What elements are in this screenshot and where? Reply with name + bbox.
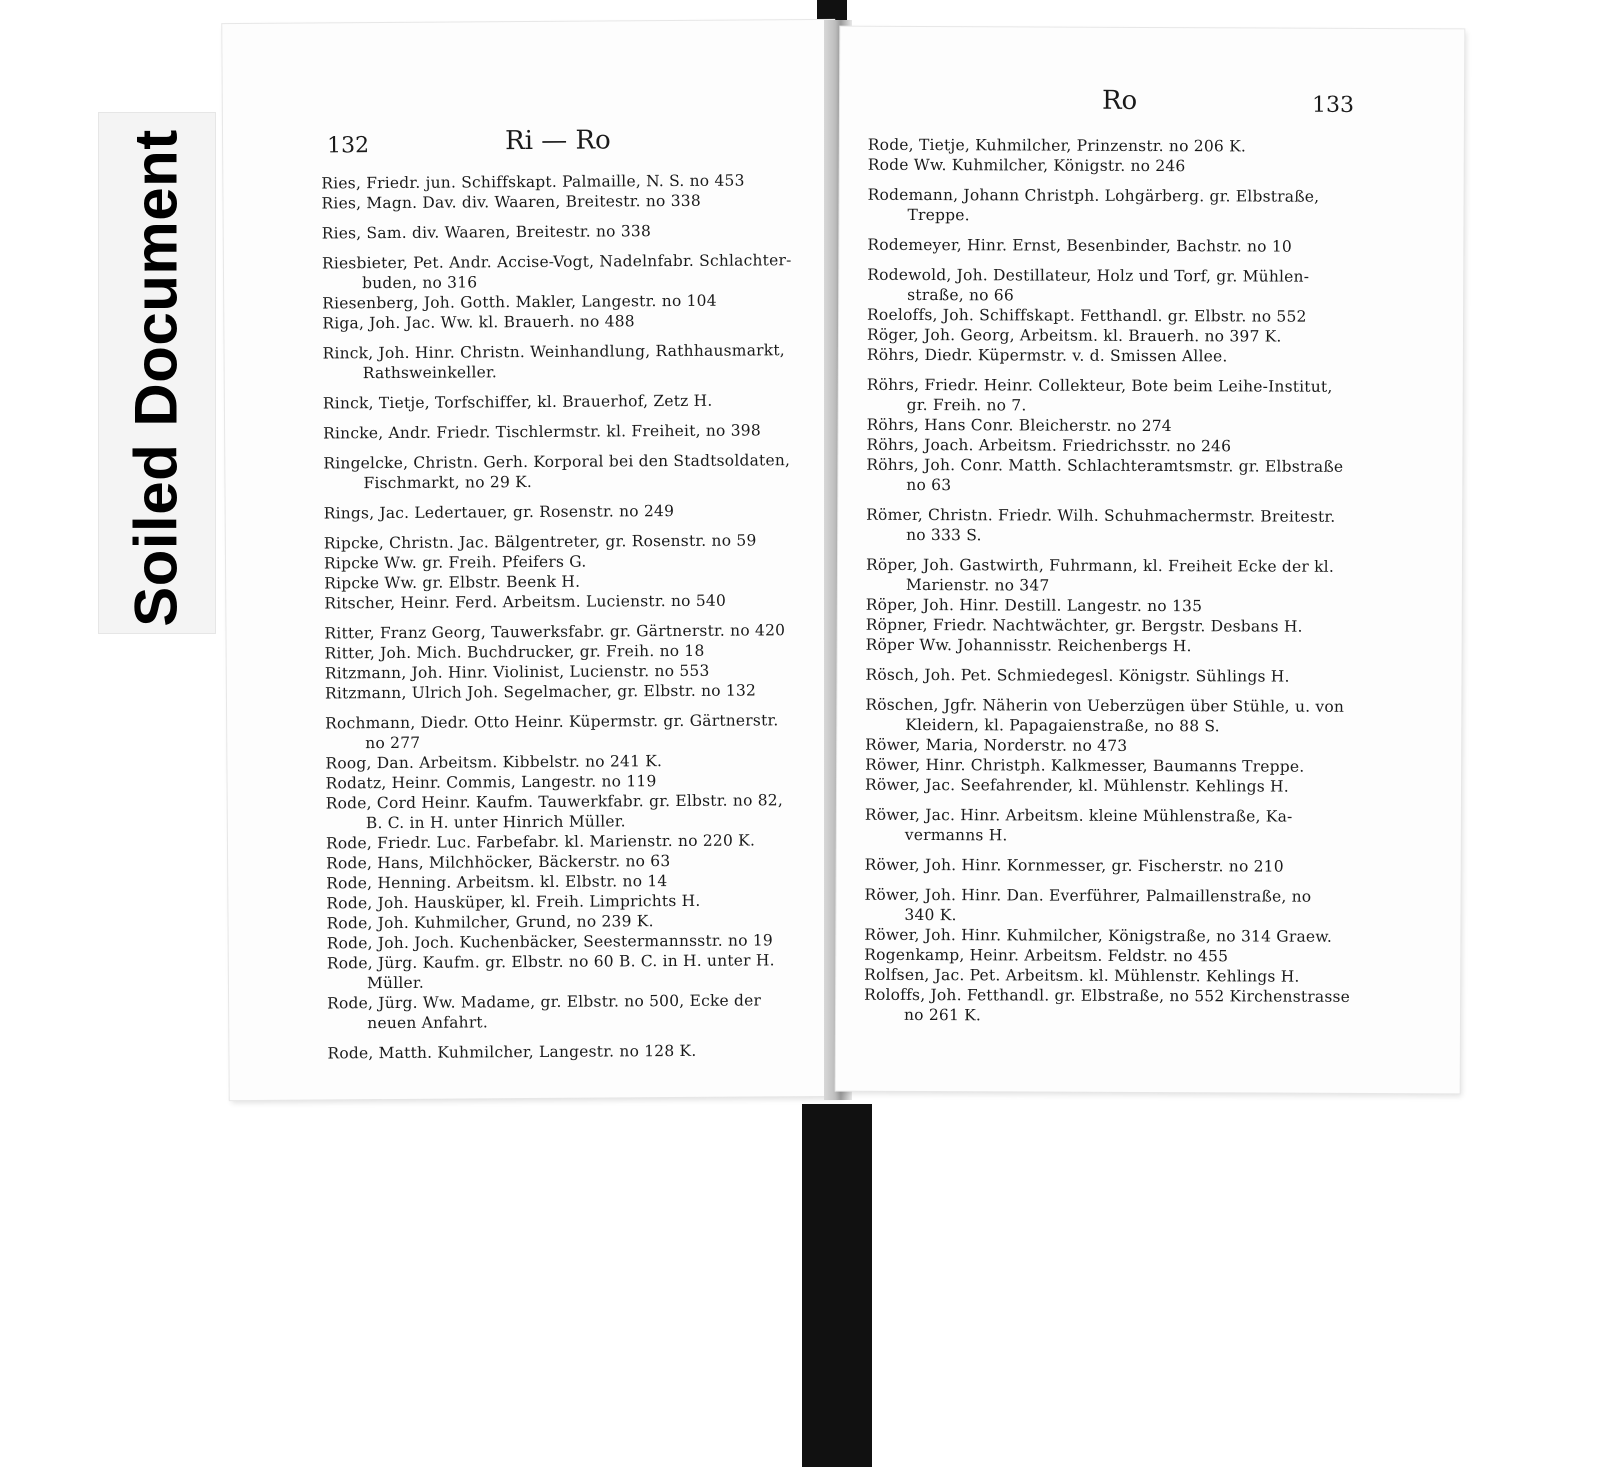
ribbon-bottom bbox=[802, 1104, 872, 1467]
entry-text: Rodemann, Johann Christph. Lohgärberg. gr. Elbstraße, bbox=[867, 185, 1320, 206]
directory-entry bbox=[864, 945, 1350, 967]
entry-text: Ritscher, Heinr. Ferd. Arbeitsm. Lucienstr. no 540 bbox=[324, 591, 727, 613]
entry-text: Rösch, Joh. Pet. Schmiedegesl. Königstr. Sühlings H. bbox=[865, 665, 1290, 686]
entry-continuation: Müller. bbox=[366, 973, 424, 993]
entry-continuation: Rathsweinkeller. bbox=[362, 363, 498, 383]
directory-entry bbox=[864, 965, 1350, 987]
entry-text: Ritzmann, Ulrich Joh. Segelmacher, gr. Elbstr. no 132 bbox=[324, 681, 757, 703]
entry-text: Rode, Matth. Kuhmilcher, Langestr. no 128 K. bbox=[327, 1041, 697, 1063]
directory-entry bbox=[321, 170, 791, 193]
entry-text: Röwer, Maria, Norderstr. no 473 bbox=[865, 735, 1128, 755]
entry-text: Rode Ww. Kuhmilcher, Königstr. no 246 bbox=[867, 155, 1186, 176]
entry-continuation: no 277 bbox=[365, 733, 421, 753]
entry-text: Rode, Friedr. Luc. Farbefabr. kl. Marienstr. no 220 K. bbox=[325, 831, 756, 853]
entry-text: Ripcke, Christn. Jac. Bälgentreter, gr. Rosenstr. no 59 bbox=[323, 531, 757, 553]
entry-continuation: buden, no 316 bbox=[362, 273, 478, 293]
directory-entry bbox=[864, 985, 1350, 1027]
entry-text: Röwer, Jac. Hinr. Arbeitsm. kleine Mühlenstraße, Ka- bbox=[864, 805, 1293, 826]
entry-continuation: Fischmarkt, no 29 K. bbox=[363, 472, 533, 493]
directory-entry bbox=[323, 390, 793, 413]
left-entry-list bbox=[321, 170, 797, 1063]
entry-text: Rode, Henning. Arbeitsm. kl. Elbstr. no 14 bbox=[326, 872, 668, 893]
right-page bbox=[836, 27, 1465, 1094]
directory-entry bbox=[325, 680, 795, 703]
directory-entry bbox=[867, 325, 1353, 347]
directory-entry bbox=[866, 635, 1352, 657]
directory-entry bbox=[867, 265, 1353, 307]
entry-text: Ripcke Ww. gr. Freih. Pfeifers G. bbox=[323, 552, 587, 573]
entry-text: Roog, Dan. Arbeitsm. Kibbelstr. no 241 K. bbox=[325, 752, 663, 773]
directory-entry bbox=[326, 790, 796, 833]
entry-continuation: no 261 K. bbox=[903, 1005, 982, 1025]
directory-entry bbox=[865, 665, 1351, 687]
entry-text: Rode, Joh. Kuhmilcher, Grund, no 239 K. bbox=[326, 912, 654, 933]
entry-text: Röwer, Joh. Hinr. Kornmesser, gr. Fischerstr. no 210 bbox=[864, 855, 1284, 876]
entry-text: Rincke, Andr. Friedr. Tischlermstr. kl. Freiheit, no 398 bbox=[323, 421, 761, 443]
entry-text: Röper Ww. Johannisstr. Reichenbergs H. bbox=[865, 635, 1192, 656]
directory-entry bbox=[867, 375, 1353, 417]
left-page bbox=[222, 20, 841, 1100]
directory-entry bbox=[322, 250, 792, 293]
entry-text: Röhrs, Diedr. Küpermstr. v. d. Smissen Allee. bbox=[866, 345, 1228, 366]
entry-text: Röwer, Joh. Hinr. Dan. Everführer, Palmaillenstraße, no bbox=[864, 885, 1312, 906]
entry-text: Ries, Sam. div. Waaren, Breitestr. no 338 bbox=[321, 222, 652, 243]
entry-text: Ritter, Joh. Mich. Buchdrucker, gr. Freih. no 18 bbox=[324, 641, 705, 663]
directory-entry bbox=[867, 415, 1353, 437]
entry-text: Riga, Joh. Jac. Ww. kl. Brauerh. no 488 bbox=[322, 312, 635, 333]
entry-text: Röwer, Joh. Hinr. Kuhmilcher, Königstraße, no 314 Graew. bbox=[864, 925, 1333, 946]
directory-entry bbox=[865, 755, 1351, 777]
directory-entry bbox=[322, 340, 792, 383]
directory-entry bbox=[866, 595, 1352, 617]
entry-text: Ries, Friedr. jun. Schiffskapt. Palmaille, N. S. no 453 bbox=[321, 171, 745, 193]
directory-entry bbox=[866, 455, 1352, 497]
entry-text: Rodewold, Joh. Destillateur, Holz und Torf, gr. Mühlen- bbox=[867, 265, 1310, 286]
entry-continuation: Treppe. bbox=[907, 205, 970, 225]
directory-entry bbox=[324, 500, 794, 523]
directory-entry bbox=[866, 615, 1352, 637]
entry-text: Roeloffs, Joh. Schiffskapt. Fetthandl. gr. Elbstr. no 552 bbox=[867, 305, 1307, 326]
directory-entry bbox=[865, 735, 1351, 757]
directory-entry bbox=[865, 775, 1351, 797]
entry-text: Röhrs, Joh. Conr. Matth. Schlachteramtsmstr. gr. Elbstraße bbox=[866, 455, 1344, 476]
entry-text: Röschen, Jgfr. Näherin von Ueberzügen über Stühle, u. von bbox=[865, 695, 1345, 716]
entry-text: Rode, Jürg. Ww. Madame, gr. Elbstr. no 500, Ecke der bbox=[327, 991, 762, 1013]
entry-continuation: Kleidern, kl. Papagaienstraße, no 88 S. bbox=[905, 715, 1220, 736]
entry-text: Röhrs, Joach. Arbeitsm. Friedrichsstr. no 246 bbox=[866, 435, 1232, 456]
right-page-number: 133 bbox=[1311, 92, 1355, 118]
left-running-head: Ri — Ro bbox=[504, 125, 611, 157]
entry-text: Röper, Joh. Gastwirth, Fuhrmann, kl. Freiheit Ecke der kl. bbox=[865, 555, 1335, 576]
entry-text: Rogenkamp, Heinr. Arbeitsm. Feldstr. no 455 bbox=[864, 945, 1229, 966]
directory-entry bbox=[324, 530, 794, 553]
entry-continuation: gr. Freih. no 7. bbox=[906, 395, 1027, 415]
entry-text: Röger, Joh. Georg, Arbeitsm. kl. Brauerh. no 397 K. bbox=[866, 325, 1282, 346]
entry-text: Römer, Christn. Friedr. Wilh. Schuhmachermstr. Breitestr. bbox=[866, 505, 1336, 526]
entry-text: Rochmann, Diedr. Otto Heinr. Küpermstr. gr. Gärtnerstr. bbox=[325, 711, 779, 733]
entry-text: Röhrs, Friedr. Heinr. Collekteur, Bote beim Leihe-Institut, bbox=[866, 375, 1333, 396]
directory-entry bbox=[327, 1040, 797, 1063]
entry-text: Rodemeyer, Hinr. Ernst, Besenbinder, Bachstr. no 10 bbox=[867, 235, 1293, 256]
directory-entry bbox=[322, 310, 792, 333]
entry-text: Rode, Joh. Joch. Kuchenbäcker, Seestermannsstr. no 19 bbox=[326, 931, 774, 953]
entry-text: Rode, Hans, Milchhöcker, Bäckerstr. no 63 bbox=[326, 852, 671, 873]
directory-entry bbox=[864, 885, 1350, 927]
entry-continuation: vermanns H. bbox=[904, 825, 1008, 845]
directory-entry bbox=[865, 805, 1351, 847]
directory-entry bbox=[324, 590, 794, 613]
directory-entry bbox=[326, 830, 796, 853]
directory-entry bbox=[324, 620, 794, 643]
directory-entry bbox=[327, 990, 797, 1033]
directory-entry bbox=[867, 305, 1353, 327]
entry-text: Rolfsen, Jac. Pet. Arbeitsm. kl. Mühlenstr. Kehlings H. bbox=[864, 965, 1300, 986]
entry-text: Ringelcke, Christn. Gerh. Korporal bei den Stadtsoldaten, bbox=[323, 451, 791, 473]
directory-entry bbox=[323, 450, 793, 493]
directory-entry bbox=[322, 220, 792, 243]
directory-entry bbox=[865, 855, 1351, 877]
entry-continuation: Marienstr. no 347 bbox=[905, 575, 1050, 595]
directory-entry bbox=[867, 185, 1353, 227]
entry-text: Röwer, Jac. Seefahrender, kl. Mühlenstr. Kehlings H. bbox=[864, 775, 1289, 796]
directory-entry bbox=[866, 435, 1352, 457]
directory-entry bbox=[865, 695, 1351, 737]
directory-entry bbox=[866, 555, 1352, 597]
directory-entry bbox=[867, 345, 1353, 367]
entry-continuation: B. C. in H. unter Hinrich Müller. bbox=[365, 812, 626, 833]
soiled-document-label: Soiled Document bbox=[122, 129, 190, 627]
right-running-head: Ro bbox=[1101, 85, 1138, 116]
entry-text: Röpner, Friedr. Nachtwächter, gr. Bergstr. Desbans H. bbox=[865, 615, 1303, 636]
entry-continuation: straße, no 66 bbox=[907, 285, 1014, 305]
entry-text: Riesenberg, Joh. Gotth. Makler, Langestr. no 104 bbox=[322, 291, 717, 313]
entry-text: Rinck, Joh. Hinr. Christn. Weinhandlung, Rathhausmarkt, bbox=[322, 341, 785, 363]
entry-text: Rode, Joh. Hausküper, kl. Freih. Limprichts H. bbox=[326, 891, 701, 913]
directory-entry bbox=[867, 235, 1353, 257]
entry-continuation: no 333 S. bbox=[906, 525, 982, 545]
directory-entry bbox=[868, 135, 1354, 157]
entry-text: Rode, Jürg. Kaufm. gr. Elbstr. no 60 B. C. in H. unter H. bbox=[326, 951, 775, 973]
entry-text: Ritter, Franz Georg, Tauwerksfabr. gr. Gärtnerstr. no 420 bbox=[324, 621, 786, 643]
entry-text: Roloffs, Joh. Fetthandl. gr. Elbstraße, no 552 Kirchenstrasse bbox=[864, 985, 1351, 1006]
left-page-number: 132 bbox=[327, 133, 370, 159]
entry-text: Röwer, Hinr. Christph. Kalkmesser, Baumanns Treppe. bbox=[865, 755, 1305, 776]
entry-text: Riesbieter, Pet. Andr. Accise-Vogt, Nadelnfabr. Schlachter- bbox=[321, 251, 792, 273]
directory-entry bbox=[864, 925, 1350, 947]
directory-entry bbox=[323, 420, 793, 443]
directory-entry bbox=[325, 710, 795, 753]
entry-continuation: 340 K. bbox=[904, 905, 957, 925]
right-entry-list bbox=[864, 135, 1354, 1027]
entry-text: Rode, Cord Heinr. Kaufm. Tauwerkfabr. gr. Elbstr. no 82, bbox=[325, 791, 784, 813]
entry-continuation: no 63 bbox=[906, 475, 952, 495]
directory-entry bbox=[321, 190, 791, 213]
entry-text: Röhrs, Hans Conr. Bleicherstr. no 274 bbox=[866, 415, 1172, 436]
entry-text: Röper, Joh. Hinr. Destill. Langestr. no 135 bbox=[865, 595, 1203, 616]
entry-text: Ries, Magn. Dav. div. Waaren, Breitestr. no 338 bbox=[321, 191, 701, 213]
entry-text: Ritzmann, Joh. Hinr. Violinist, Lucienstr. no 553 bbox=[324, 661, 710, 683]
entry-text: Rings, Jac. Ledertauer, gr. Rosenstr. no 249 bbox=[323, 502, 675, 523]
directory-entry bbox=[866, 505, 1352, 547]
directory-entry bbox=[327, 950, 797, 993]
entry-text: Rinck, Tietje, Torfschiffer, kl. Brauerhof, Zetz H. bbox=[322, 391, 713, 413]
directory-entry bbox=[868, 155, 1354, 177]
entry-text: Rode, Tietje, Kuhmilcher, Prinzenstr. no 206 K. bbox=[867, 135, 1247, 156]
entry-text: Ripcke Ww. gr. Elbstr. Beenk H. bbox=[324, 572, 581, 593]
entry-text: Rodatz, Heinr. Commis, Langestr. no 119 bbox=[325, 772, 657, 793]
entry-continuation: neuen Anfahrt. bbox=[367, 1013, 489, 1033]
